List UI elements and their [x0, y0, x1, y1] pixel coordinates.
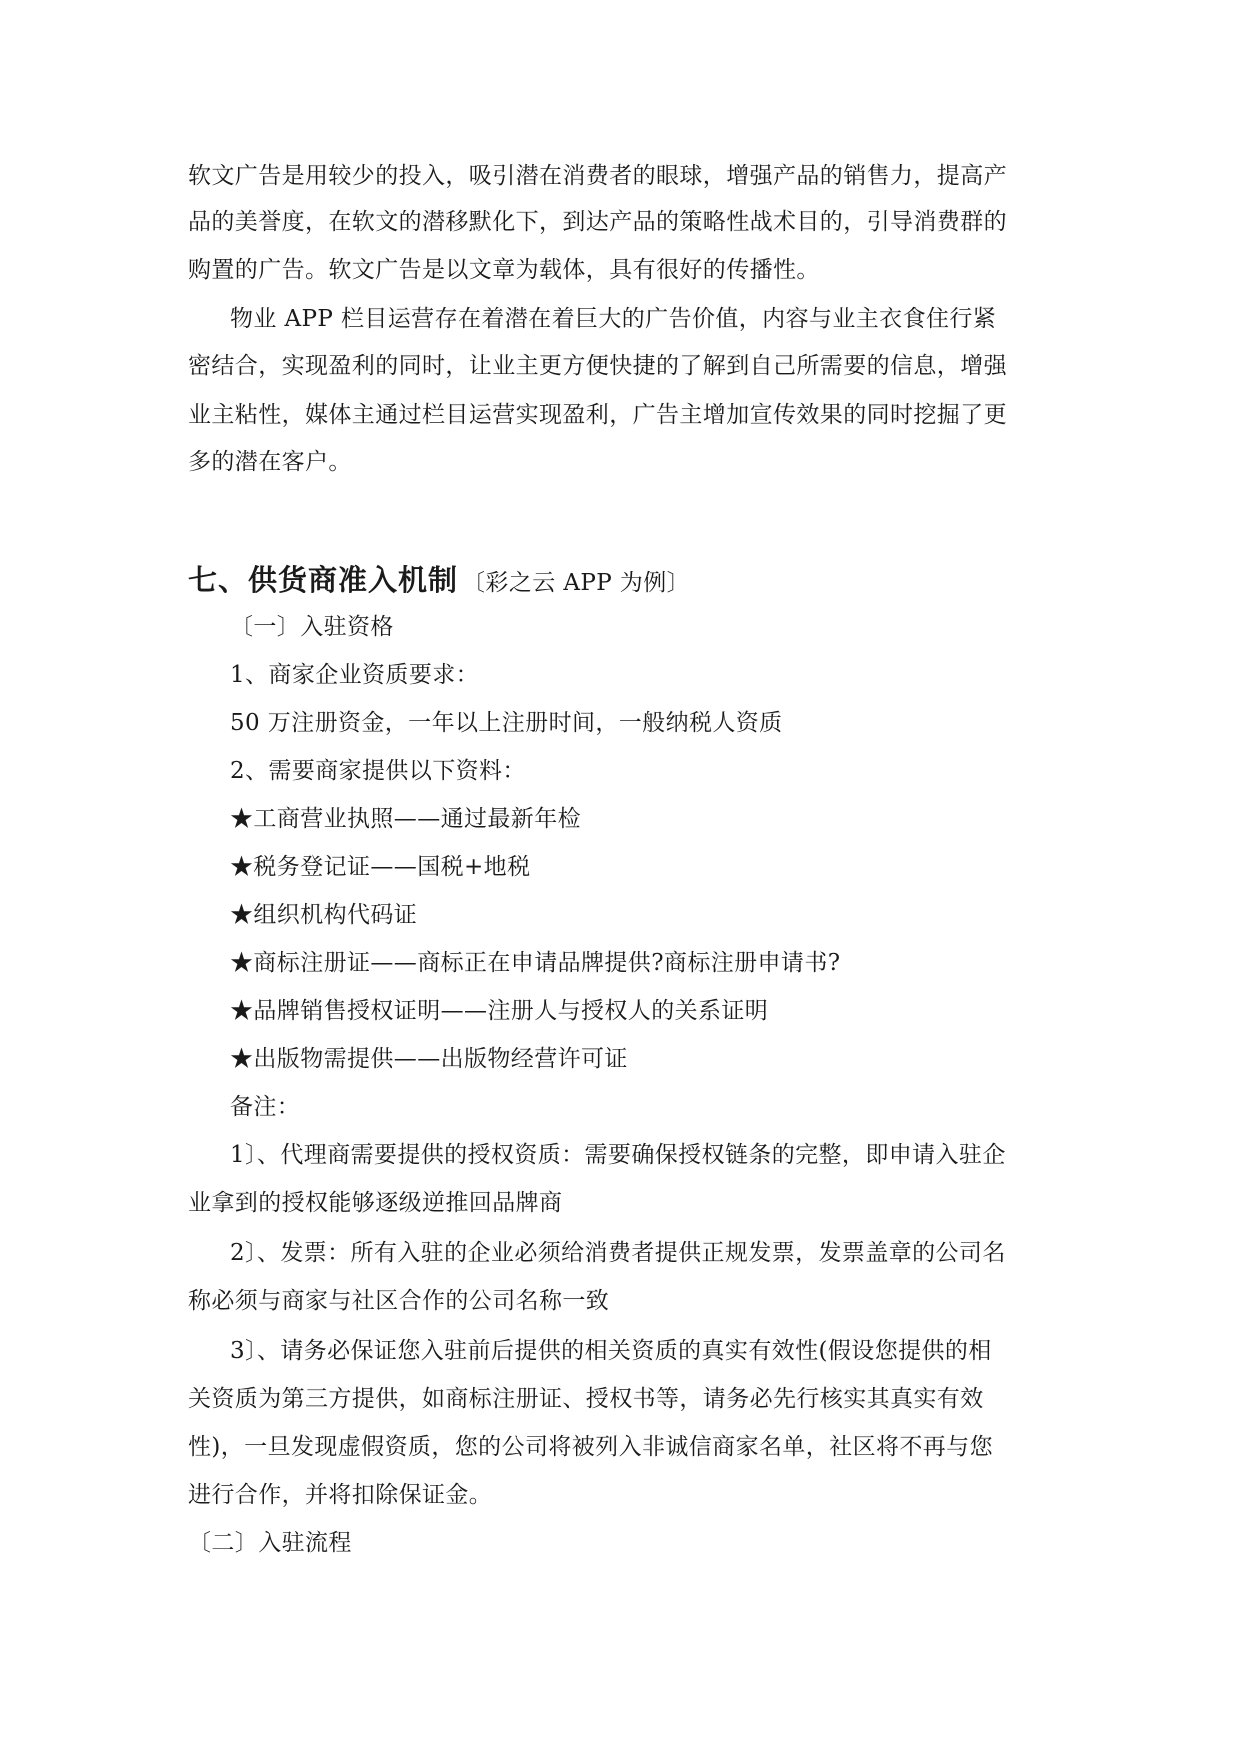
text-line: 2〕、发票：所有入驻的企业必须给消费者提供正规发票，发票盖章的公司名	[230, 1240, 1006, 1266]
list-item: ★出版物需提供——出版物经营许可证	[230, 1046, 628, 1072]
text-line: 品的美誉度，在软文的潜移默化下，到达产品的策略性战术目的，引导消费群的	[188, 209, 1007, 235]
list-item-title: 2、需要商家提供以下资料：	[230, 758, 526, 784]
text-line: 性)，一旦发现虚假资质，您的公司将被列入非诚信商家名单，社区将不再与您	[188, 1434, 993, 1460]
text-line: 3〕、请务必保证您入驻前后提供的相关资质的真实有效性(假设您提供的相	[230, 1338, 992, 1364]
list-item: ★商标注册证——商标正在申请品牌提供?商标注册申请书?	[230, 950, 841, 976]
text-line: 称必须与商家与社区合作的公司名称一致	[188, 1288, 610, 1314]
text-line: 业主粘性，媒体主通过栏目运营实现盈利，广告主增加宣传效果的同时挖掘了更	[188, 402, 1007, 428]
list-item: ★工商营业执照——通过最新年检	[230, 806, 581, 832]
text-line: 50 万注册资金，一年以上注册时间，一般纳税人资质	[230, 710, 783, 736]
text-line: 业拿到的授权能够逐级逆推回品牌商	[188, 1190, 563, 1216]
text-line: 1〕、代理商需要提供的授权资质：需要确保授权链条的完整，即申请入驻企	[230, 1142, 1006, 1168]
text-line: 购置的广告。软文广告是以文章为载体，具有很好的传播性。	[188, 257, 820, 283]
list-item: ★组织机构代码证	[230, 902, 418, 928]
section-title: 七、供货商准入机制	[188, 563, 459, 597]
text-line: 进行合作，并将扣除保证金。	[188, 1482, 493, 1508]
text-line: 多的潜在客户。	[188, 449, 352, 475]
list-item: ★税务登记证——国税+地税	[230, 854, 531, 880]
section-heading	[188, 558, 690, 599]
list-item: ★品牌销售授权证明——注册人与授权人的关系证明	[230, 998, 769, 1024]
remarks-label: 备注：	[230, 1094, 301, 1120]
list-item-title: 1、商家企业资质要求：	[230, 662, 480, 688]
subsection-heading: 〔一〕入驻资格	[230, 614, 394, 640]
section-note: 〔彩之云 APP 为例〕	[462, 570, 690, 596]
text-line: 软文广告是用较少的投入，吸引潜在消费者的眼球，增强产品的销售力，提高产	[188, 163, 1007, 189]
text-line: 物业 APP 栏目运营存在着潜在着巨大的广告价值，内容与业主衣食住行紧	[230, 306, 997, 332]
text-line: 密结合，实现盈利的同时，让业主更方便快捷的了解到自己所需要的信息，增强	[188, 353, 1007, 379]
text-line: 关资质为第三方提供，如商标注册证、授权书等，请务必先行核实其真实有效	[188, 1386, 984, 1412]
subsection-heading: 〔二〕入驻流程	[188, 1530, 352, 1556]
